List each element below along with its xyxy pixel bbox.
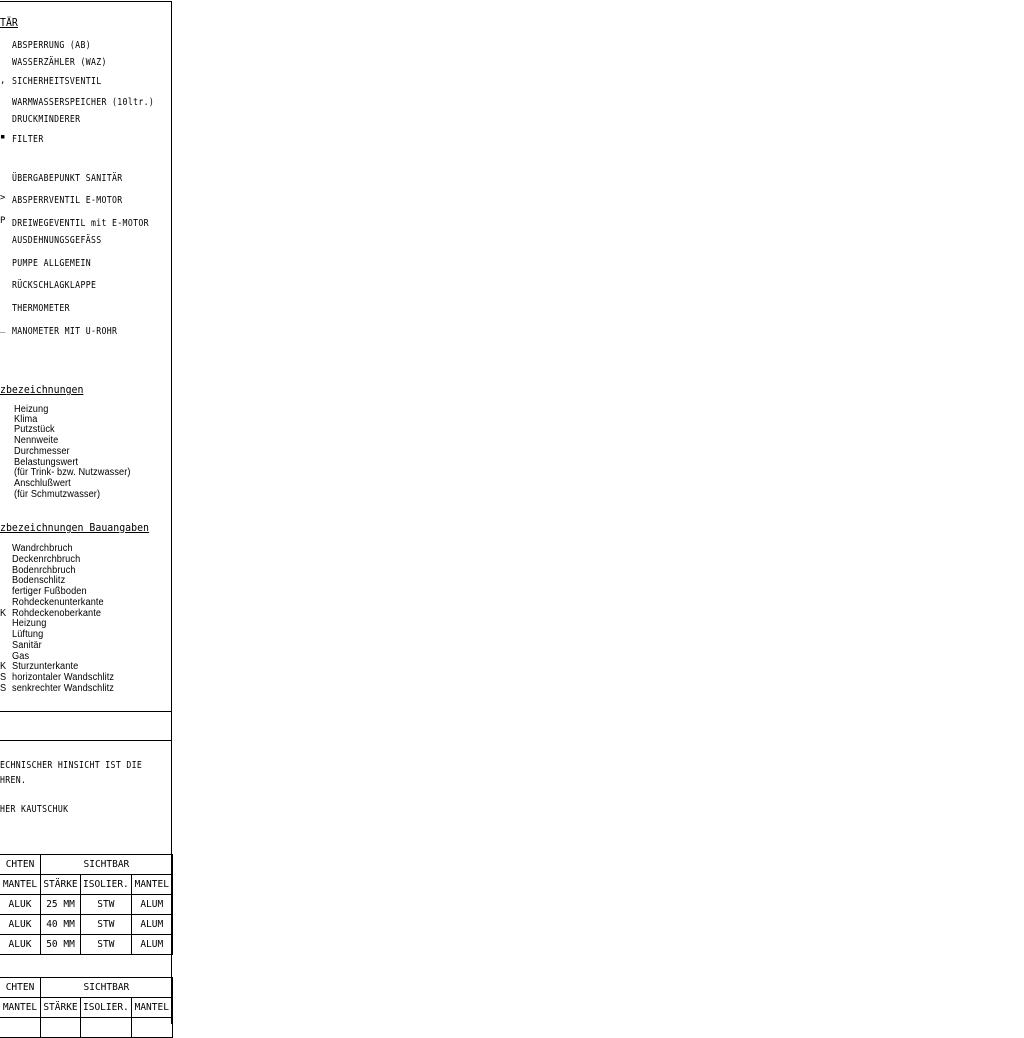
table-cell — [81, 1018, 132, 1038]
frame-top-line — [0, 1, 172, 2]
table-cell: ALUM — [131, 935, 172, 955]
table-col-header: MANTEL — [0, 998, 41, 1018]
insulation-table-1 — [0, 854, 173, 955]
bau-prefix: K — [0, 608, 7, 619]
table-col-header: ISOLIER. — [81, 875, 132, 895]
note-line-2: HREN. — [0, 775, 27, 786]
table-cell — [0, 1018, 41, 1038]
bau-prefix: S — [0, 683, 7, 694]
table-cell: ALUK — [0, 895, 41, 915]
table-cell — [41, 1018, 81, 1038]
bau-item: Gas — [12, 651, 30, 662]
legend-absperrung: ABSPERRUNG (AB) — [12, 40, 91, 51]
table-row — [0, 935, 172, 955]
bau-item: Bodenrchbruch — [12, 565, 76, 576]
legend-wasserzaehler: WASSERZÄHLER (WAZ) — [12, 57, 107, 68]
filter-symbol-mark: ▪ — [0, 132, 6, 142]
note-line-1: ECHNISCHER HINSICHT IST DIE — [0, 760, 143, 771]
table-col-header: MANTEL — [0, 875, 41, 895]
bau-item: Heizung — [12, 618, 47, 629]
legend-rueckschlagklappe: RÜCKSCHLAGKLAPPE — [12, 280, 97, 291]
bau-item: Sturzunterkante — [12, 661, 79, 672]
sanitaer-title: TÄR — [0, 16, 18, 29]
kurz-item: Heizung — [14, 404, 49, 415]
section-divider-1 — [0, 711, 172, 712]
table-group-header: CHTEN — [0, 855, 41, 875]
legend-pumpe: PUMPE ALLGEMEIN — [12, 258, 91, 269]
legend-dreiwegeventil: DREIWEGEVENTIL mit E-MOTOR — [12, 218, 149, 229]
kurz-item: (für Trink- bzw. Nutzwasser) — [14, 467, 131, 478]
table-cell: ALUK — [0, 935, 41, 955]
insulation-table-2 — [0, 977, 173, 1038]
kurz-item: Anschlußwert — [14, 478, 71, 489]
bau-item: Rohdeckenunterkante — [12, 597, 104, 608]
kurz-item: (für Schmutzwasser) — [14, 489, 101, 500]
kurz-item: Durchmesser — [14, 446, 70, 457]
bau-title: zbezeichnungen Bauangaben — [0, 521, 150, 534]
legend-warmwasserspeicher: WARMWASSERSPEICHER (10ltr.) — [12, 97, 155, 108]
kurz-item: Nennweite — [14, 435, 59, 446]
table-cell: 50 MM — [41, 935, 81, 955]
note-line-3: HER KAUTSCHUK — [0, 804, 69, 815]
legend-sicherheitsventil: SICHERHEITSVENTIL — [12, 76, 102, 87]
kurz-item: Putzstück — [14, 424, 55, 435]
table-cell: STW — [81, 915, 132, 935]
bau-item: Wandrchbruch — [12, 543, 73, 554]
bau-item: horizontaler Wandschlitz — [12, 672, 115, 683]
bau-prefix: S — [0, 672, 7, 683]
kurz-item: Belastungswert — [14, 457, 79, 468]
table-row — [0, 915, 172, 935]
bau-item: senkrechter Wandschlitz — [12, 683, 114, 694]
three-way-valve-symbol-mark: P — [0, 216, 6, 226]
table-col-header: STÄRKE — [41, 998, 81, 1018]
legend-filter: FILTER — [12, 134, 44, 145]
legend-absperrventil-emotor: ABSPERRVENTIL E-MOTOR — [12, 195, 123, 206]
table-group-header: SICHTBAR — [41, 978, 173, 998]
manometer-symbol-mark: _ — [0, 324, 6, 334]
bau-item: Deckenrchbruch — [12, 554, 81, 565]
bau-item: Sanitär — [12, 640, 42, 651]
table-row — [0, 895, 172, 915]
table-cell: 40 MM — [41, 915, 81, 935]
bau-item: Lüftung — [12, 629, 44, 640]
table-col-header: STÄRKE — [41, 875, 81, 895]
bau-item: fertiger Fußboden — [12, 586, 87, 597]
legend-thermometer: THERMOMETER — [12, 303, 70, 314]
table-cell — [131, 1018, 172, 1038]
valve-symbol-mark: , — [0, 76, 6, 86]
table-cell: ALUM — [131, 915, 172, 935]
bau-item: Rohdeckenoberkante — [12, 608, 102, 619]
kurz-title: zbezeichnungen — [0, 383, 84, 396]
table-cell: ALUK — [0, 915, 41, 935]
table-group-header: CHTEN — [0, 978, 41, 998]
section-divider-2 — [0, 740, 172, 741]
legend-ausdehnungsgefaess: AUSDEHNUNGSGEFÄSS — [12, 235, 102, 246]
legend-uebergabepunkt: ÜBERGABEPUNKT SANITÄR — [12, 173, 123, 184]
kurz-item: Klima — [14, 414, 38, 425]
legend-druckminderer: DRUCKMINDERER — [12, 114, 81, 125]
bau-prefix: K — [0, 661, 7, 672]
motor-valve-symbol-mark: > — [0, 193, 6, 203]
table-col-header: MANTEL — [131, 875, 172, 895]
legend-manometer: MANOMETER MIT U-ROHR — [12, 326, 118, 337]
table-cell: 25 MM — [41, 895, 81, 915]
table-cell: ALUM — [131, 895, 172, 915]
table-row — [0, 1018, 172, 1038]
table-cell: STW — [81, 895, 132, 915]
bau-item: Bodenschlitz — [12, 575, 66, 586]
table-col-header: ISOLIER. — [81, 998, 132, 1018]
table-col-header: MANTEL — [131, 998, 172, 1018]
table-group-header: SICHTBAR — [41, 855, 173, 875]
table-cell: STW — [81, 935, 132, 955]
